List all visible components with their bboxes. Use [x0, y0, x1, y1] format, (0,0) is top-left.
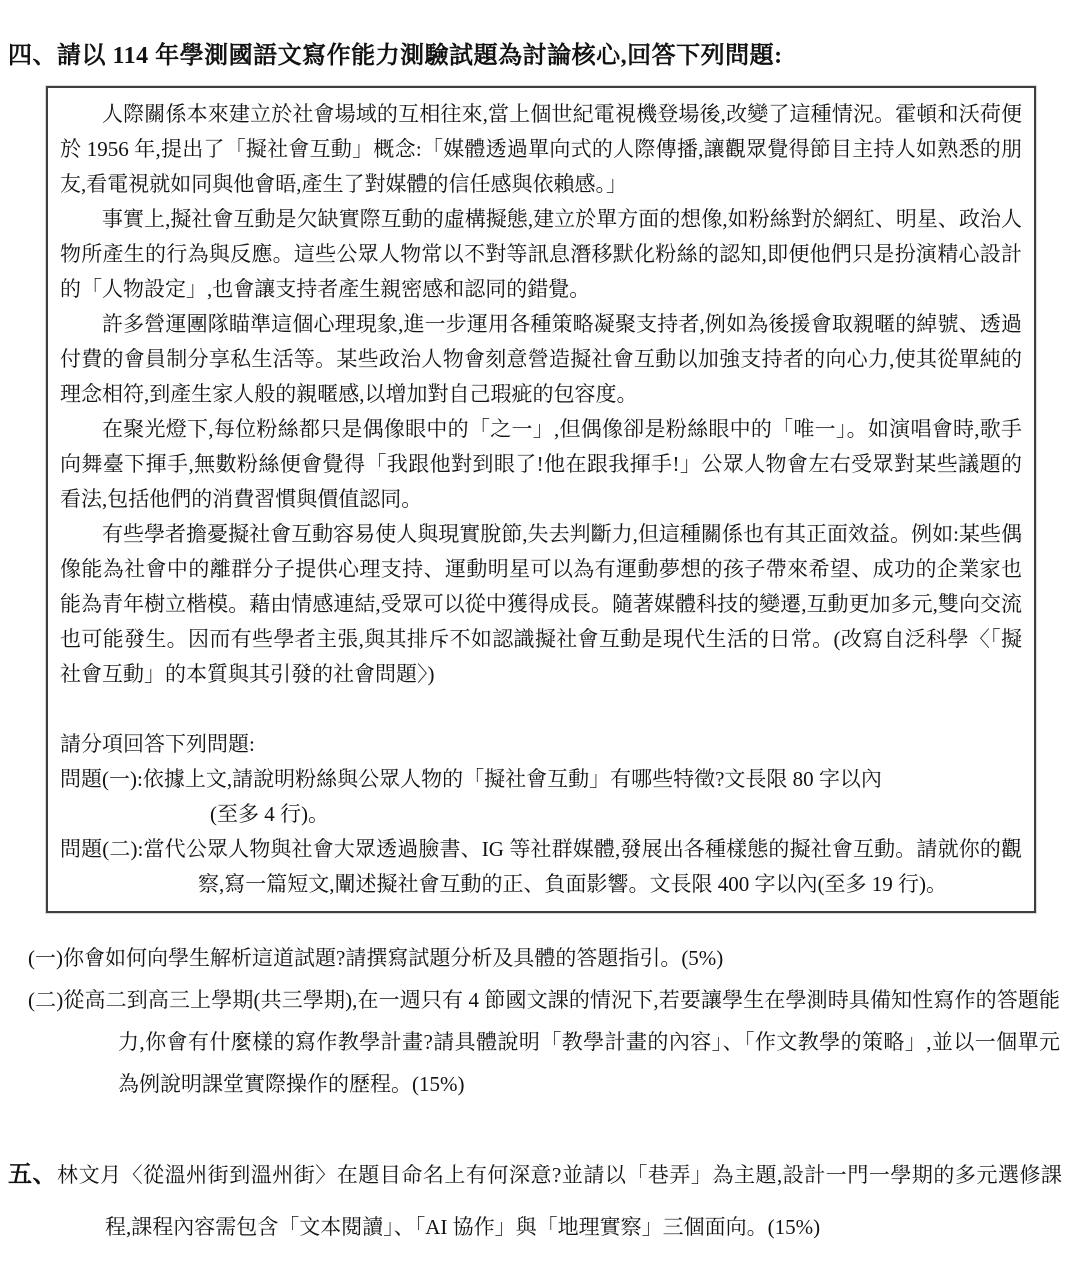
subquestion-1-text: 你會如何向學生解析這道試題?請撰寫試題分析及具體的答題指引。(5%): [63, 946, 724, 970]
passage-paragraph: 在聚光燈下,每位粉絲都只是偶像眼中的「之一」,但偶像卻是粉絲眼中的「唯一」。如演唱會時,歌手向舞臺下揮手,無數粉絲便會覺得「我跟他對到眼了!他在跟我揮手!」公眾人物會左右受眾對某些議題的看法,包括他們的消費習慣與價值認同。: [60, 417, 1022, 511]
passage-box: [46, 86, 1036, 913]
subquestions: [28, 937, 1060, 1105]
section4-title: 四、請以 114 年學測國語文寫作能力測驗試題為討論核心,回答下列問題:: [8, 43, 783, 69]
passage-question-2: [60, 832, 1022, 902]
passage-question-2-text: 當代公眾人物與社會大眾透過臉書、IG 等社群媒體,發展出各種樣態的擬社會互動。請就你的觀察,寫一篇短文,闡述擬社會互動的正、負面影響。文長限 400 字以內(至多 19 行)。: [143, 837, 1022, 896]
subquestion-2: [28, 979, 1060, 1105]
passage-paragraph: 人際關係本來建立於社會場域的互相往來,當上個世紀電視機登場後,改變了這種情況。霍頓和沃荷便於 1956 年,提出了「擬社會互動」概念:「媒體透過單向式的人際傳播,讓觀眾覺得節目主持人如熟悉的朋友,看電視就如同與他會晤,產生了對媒體的信任感與依賴感。」: [60, 102, 1022, 196]
passage-paragraph: 事實上,擬社會互動是欠缺實際互動的虛構擬態,建立於單方面的想像,如粉絲對於網紅、明星、政治人物所產生的行為與反應。這些公眾人物常以不對等訊息潛移默化粉絲的認知,即便他們只是扮演精心設計的「人物設定」,也會讓支持者產生親密感和認同的錯覺。: [60, 207, 1022, 301]
section5: [8, 1149, 1062, 1253]
passage-paragraph: 有些學者擔憂擬社會互動容易使人與現實脫節,失去判斷力,但這種關係也有其正面效益。例如:某些偶像能為社會中的離群分子提供心理支持、運動明星可以為有運動夢想的孩子帶來希望、成功的企業家也能為青年樹立楷模。藉由情感連結,受眾可以從中獲得成長。隨著媒體科技的變遷,互動更加多元,雙向交流也可能發生。因而有些學者主張,與其排斥不如認識擬社會互動是現代生活的日常。(改寫自泛科學〈「擬社會互動」的本質與其引發的社會問題〉): [60, 522, 1022, 686]
passage-question-1-continuation: (至多 4 行)。: [210, 802, 329, 826]
subquestion-1: [28, 937, 1060, 979]
section5-text: 林文月〈從溫州街到溫州街〉在題目命名上有何深意?並請以「巷弄」為主題,設計一門一學期的多元選修課程,課程內容需包含「文本閱讀」、「AI 協作」與「地理實察」三個面向。(15%): [57, 1163, 1062, 1239]
subquestion-1-label: (一): [28, 946, 63, 970]
passage-paragraph: 許多營運團隊瞄準這個心理現象,進一步運用各種策略凝聚支持者,例如為後援會取親暱的綽號、透過付費的會員制分享私生活等。某些政治人物會刻意營造擬社會互動以加強支持者的向心力,使其從單純的理念相符,到產生家人般的親暱感,以增加對自己瑕疵的包容度。: [60, 312, 1022, 406]
prompt-header: 請分項回答下列問題:: [60, 732, 255, 756]
passage-question-2-label: 問題(二):: [60, 837, 144, 861]
subquestion-2-text: 從高二到高三上學期(共三學期),在一週只有 4 節國文課的情況下,若要讓學生在學測時具備知性寫作的答題能力,你會有什麼樣的寫作教學計畫?請具體說明「教學計畫的內容」、「作文教學的策略」,並以一個單元為例說明課堂實際操作的歷程。(15%): [63, 988, 1060, 1096]
section5-label: 五、: [8, 1162, 58, 1188]
passage-question-1-text: 依據上文,請說明粉絲與公眾人物的「擬社會互動」有哪些特徵?文長限 80 字以內: [142, 767, 882, 791]
passage-question-1: [60, 762, 1022, 797]
passage-question-1-label: 問題(一):: [60, 767, 143, 791]
subquestion-2-label: (二): [28, 988, 64, 1012]
